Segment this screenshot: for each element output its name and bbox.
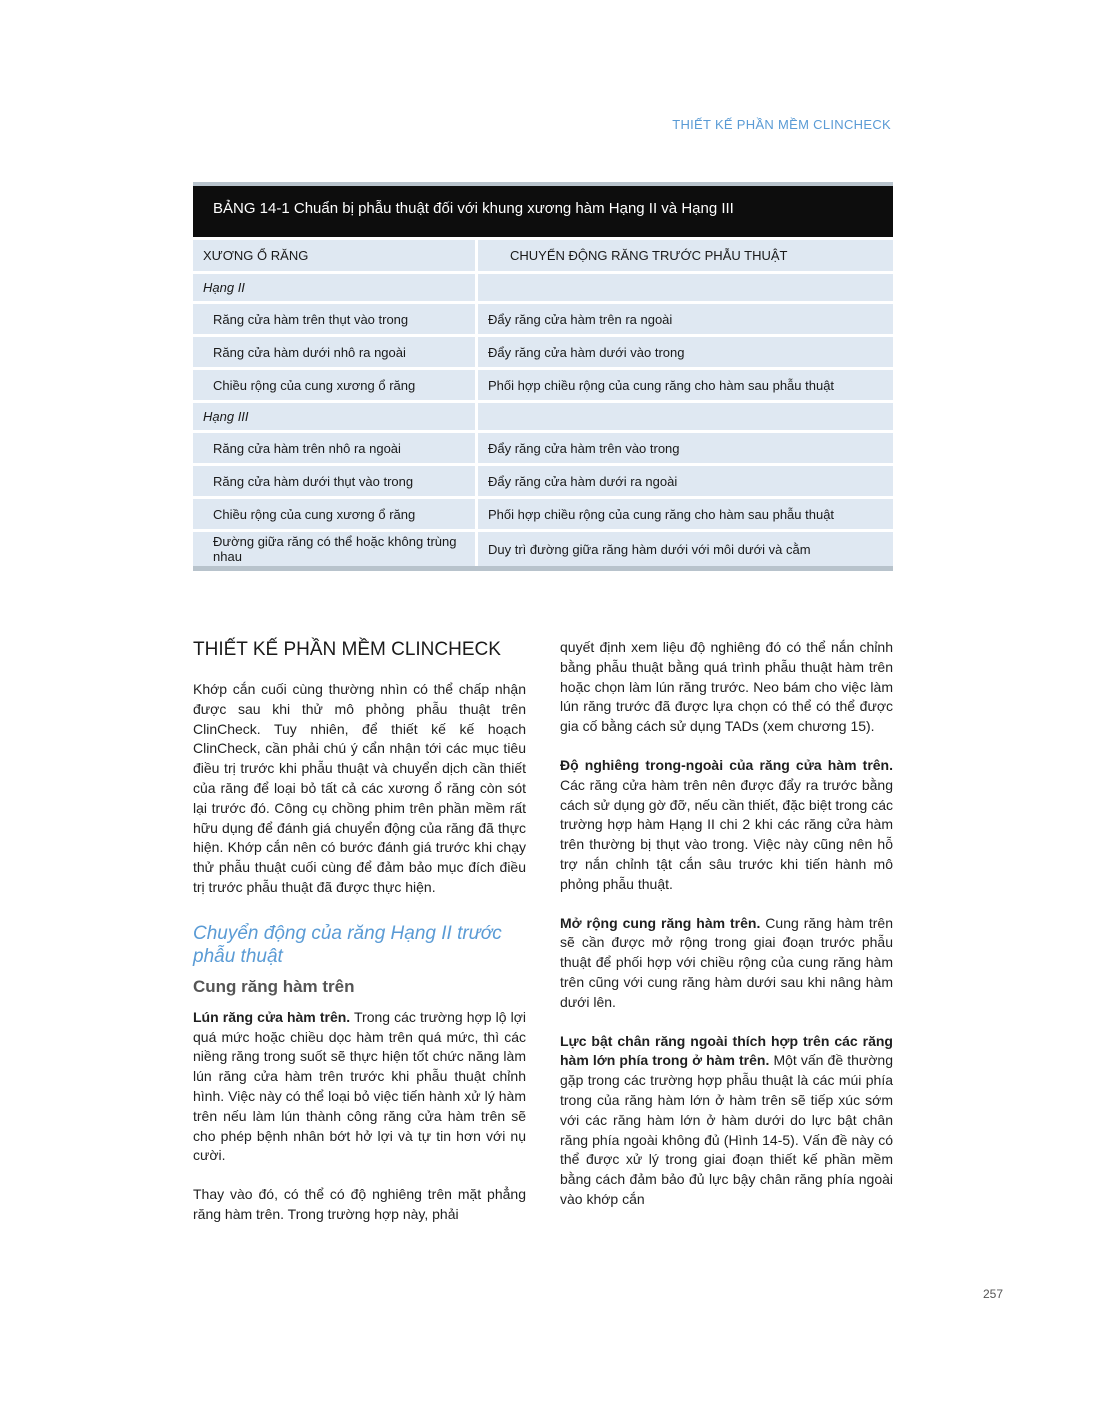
table-bottom-rule xyxy=(193,566,893,571)
table-cell: Đẩy răng cửa hàm trên ra ngoài xyxy=(478,301,893,334)
body-paragraph: quyết định xem liệu độ nghiêng đó có thể nắn chỉnh bằng phẫu thuật bằng quá trình phẫu thuật hàm trên hoặc chọn làm lún răng trước. Neo bám cho việc làm lún răng trước đã được lựa chọn có thể có thể được gia cố bằng cách sử dụng TADs (xem chương 15). xyxy=(560,639,893,735)
table-row xyxy=(193,301,893,334)
body-paragraph xyxy=(193,1008,526,1166)
table-empty-cell xyxy=(478,400,893,430)
table-14-1 xyxy=(193,182,893,571)
paragraph-lead: Mở rộng cung răng hàm trên. xyxy=(560,914,761,931)
table-cell: Phối hợp chiều rộng của cung răng cho hàm sau phẫu thuật xyxy=(478,496,893,529)
table-cell: Răng cửa hàm dưới nhô ra ngoài xyxy=(193,334,478,367)
table-header-row xyxy=(193,237,893,271)
table-cell: Phối hợp chiều rộng của cung răng cho hàm sau phẫu thuật xyxy=(478,367,893,400)
paragraph-text: Trong các trường hợp lộ lợi quá mức hoặc chiều dọc hàm trên quá mức, thì các niềng răng trong suốt sẽ thực hiện tốt chức năng làm lún răng cửa hàm trên trước khi phẫu thuật chỉnh hình. Việc này có thể loại bỏ việc tiến hành xử lý hàm trên nếu làm lún thành công răng cửa hàm trên sẽ cho phép bệnh nhân bớt hở lợi và tự tin hơn với nụ cười. xyxy=(193,1008,526,1164)
paragraph-text: Cung răng hàm trên sẽ cần được mở rộng trong giai đoạn trước phẫu thuật để phối hợp với chiều rộng của cung răng hàm trên cũng với cung răng hàm dưới sau khi nâng hàm dưới lên. xyxy=(560,914,893,1010)
table-row xyxy=(193,367,893,400)
page-number: 257 xyxy=(983,1287,1004,1301)
table-cell: Răng cửa hàm dưới thụt vào trong xyxy=(193,463,478,496)
body-paragraph: Thay vào đó, có thể có độ nghiêng trên mặt phẳng răng hàm trên. Trong trường hợp này, phải xyxy=(193,1186,526,1222)
table-row xyxy=(193,430,893,463)
paragraph-lead: Lún răng cửa hàm trên. xyxy=(193,1008,351,1025)
table-row xyxy=(193,529,893,566)
table-group-label: Hạng II xyxy=(193,271,478,301)
table-cell: Chiều rộng của cung xương ổ răng xyxy=(193,496,478,529)
left-column xyxy=(193,638,526,1225)
paragraph-text: Một vấn đề thường gặp trong các trường hợp phẫu thuật là các múi phía trong của răng hàm lớn ở hàm trên sẽ tiếp xúc sớm với các răng hàm lớn ở hàm dưới do lực bật chân răng phía ngoài không đủ (Hình 14-5). Vấn đề này có thể được xử lý trong giai đoạn thiết kế phần mềm bằng cách đảm bảo đủ lực bậy chân răng phía ngoài vào khớp cắn xyxy=(560,1052,894,1207)
body-paragraph xyxy=(560,914,893,1013)
table-cell: Chiều rộng của cung xương ổ răng xyxy=(193,367,478,400)
table-cell: Răng cửa hàm trên nhô ra ngoài xyxy=(193,430,478,463)
table-cell: Răng cửa hàm trên thụt vào trong xyxy=(193,301,478,334)
paragraph-lead: Độ nghiêng trong-ngoài của răng cửa hàm trên. xyxy=(560,756,893,773)
running-head: THIẾT KẾ PHẦN MỀM CLINCHECK xyxy=(672,117,891,132)
paragraph-text: Các răng cửa hàm trên nên được đẩy ra trước bằng cách sử dụng gờ đỡ, nếu cần thiết, đặc biệt trong các trường hợp hàm Hạng II chi 2 khi các răng cửa hàm trên thường bị thụt vào trong. Việc này cũng nên hỗ trợ nắn chỉnh tật cắn sâu trước khi tiến hành mô phỏng phẫu thuật. xyxy=(560,776,893,892)
table-row xyxy=(193,496,893,529)
sub-subheading: Cung răng hàm trên xyxy=(193,976,355,996)
body-paragraph xyxy=(560,756,893,895)
table-row xyxy=(193,334,893,367)
body-paragraph: Khớp cắn cuối cùng thường nhìn có thể chấp nhận được sau khi thử mô phỏng phẫu thuật trên ClinCheck. Tuy nhiên, để thiết kế kế hoạch ClinCheck, cần phải chú ý cẩn nhận tới các mục tiêu điều trị trước khi phẫu thuật và chuyển dịch cần thiết của răng để loại bỏ tất cả các xương ổ răng còn sót lại trước đó. Công cụ chồng phim trên phần mềm rất hữu dụng để đánh giá chuyển động của răng đã thực hiện. Khớp cắn nên có bước đánh giá trước khi chạy thử phẫu thuật cuối cùng để đảm bảo mục đích điều trị trước phẫu thuật đã được thực hiện. xyxy=(193,681,526,895)
body-paragraph xyxy=(560,1032,893,1210)
table-group-row xyxy=(193,400,893,430)
table-header-col2: CHUYỂN ĐỘNG RĂNG TRƯỚC PHẪU THUẬT xyxy=(478,237,893,271)
table-group-row xyxy=(193,271,893,301)
table-header-col1: XƯƠNG Ổ RĂNG xyxy=(193,237,478,271)
paragraph-lead: Lực bật chân răng ngoài thích hợp trên các răng hàm lớn phía trong ở hàm trên. xyxy=(560,1032,893,1069)
subheading: Chuyển động của răng Hạng II trước phẫu thuật xyxy=(193,922,502,967)
table-cell: Đường giữa răng có thể hoặc không trùng nhau xyxy=(193,529,478,566)
table-grid xyxy=(193,237,893,566)
table-cell: Duy trì đường giữa răng hàm dưới với môi dưới và cằm xyxy=(478,529,893,566)
right-column xyxy=(560,638,893,1210)
table-cell: Đẩy răng cửa hàm dưới ra ngoài xyxy=(478,463,893,496)
table-empty-cell xyxy=(478,271,893,301)
table-cell: Đẩy răng cửa hàm trên vào trong xyxy=(478,430,893,463)
table-row xyxy=(193,463,893,496)
table-title: BẢNG 14-1 Chuẩn bị phẫu thuật đối với khung xương hàm Hạng II và Hạng III xyxy=(193,186,893,237)
section-title: THIẾT KẾ PHẦN MỀM CLINCHECK xyxy=(193,639,501,660)
table-group-label: Hạng III xyxy=(193,400,478,430)
table-cell: Đẩy răng cửa hàm dưới vào trong xyxy=(478,334,893,367)
